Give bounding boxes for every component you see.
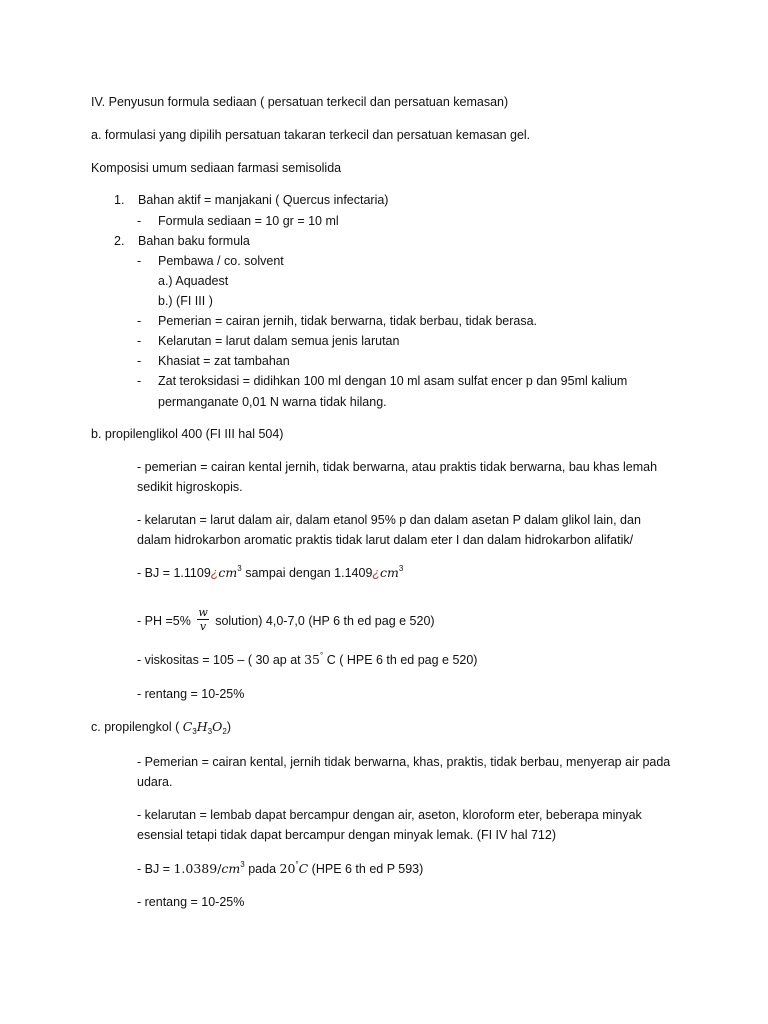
b-ph-fraction	[197, 606, 208, 633]
list-item-active-ingredient: Bahan aktif = manjakani ( Quercus infectaria)	[138, 193, 389, 207]
b-viscosity-prefix: - viskositas = 105 – ( 30 ap at	[137, 653, 305, 667]
b-density	[137, 565, 403, 581]
list-number-2: 2.	[114, 234, 125, 248]
b-viscosity-suffix: C ( HPE 6 th ed pag e 520)	[323, 653, 478, 667]
c-density-value: 1.0389/	[173, 861, 222, 876]
list-number-1: 1.	[114, 193, 125, 207]
list-dash: -	[137, 254, 142, 268]
b-ph-prefix: - PH =5%	[137, 613, 195, 628]
composition-heading: Komposisi umum sediaan farmasi semisolida	[91, 161, 342, 175]
list-subitem-oxidized-2: permanganate 0,01 N warna tidak hilang.	[158, 395, 387, 409]
c-formula-carbon-sub: 3	[192, 727, 197, 736]
b-ph-suffix: solution) 4,0-7,0 (HP 6 th ed pag e 520)	[211, 613, 435, 628]
c-density-temp: 20	[279, 861, 296, 876]
b-viscosity-temp: 35	[304, 652, 321, 667]
b-range: - rentang = 10-25%	[137, 687, 245, 701]
b-density-prefix: - BJ = 1.1109	[137, 566, 211, 580]
c-formula-hydrogen: H	[196, 719, 208, 734]
c-density-prefix: - BJ =	[137, 862, 174, 876]
c-solubility-2: esensial tetapi tidak dapat bercampur dengan minyak lemak. (FI IV hal 712)	[137, 828, 556, 842]
c-formula-oxygen-sub: 2	[222, 727, 227, 736]
list-subitem-efficacy: Khasiat = zat tambahan	[158, 354, 290, 368]
list-subitem-description: Pemerian = cairan jernih, tidak berwarna, tidak berbau, tidak berasa.	[158, 314, 538, 328]
list-subitem-fi3: b.) (FI III )	[158, 294, 213, 308]
c-density-mid: pada	[244, 862, 280, 876]
list-dash: -	[137, 314, 142, 328]
b-density-exponent: 3	[398, 564, 404, 573]
b-ph	[137, 608, 435, 635]
formulation-line: a. formulasi yang dipilih persatuan takaran terkecil dan persatuan kemasan gel.	[91, 128, 531, 142]
c-description-1: - Pemerian = cairan kental, jernih tidak berwarna, khas, praktis, tidak berbau, menyerap air pada	[137, 755, 671, 769]
b-description-2: sedikit higroskopis.	[137, 480, 243, 494]
c-formula-hydrogen-sub: 3	[207, 727, 213, 736]
list-dash: -	[137, 354, 142, 368]
b-ph-denominator: v	[199, 620, 207, 633]
section-c-title	[91, 719, 231, 735]
list-subitem-formula: Formula sediaan = 10 gr = 10 ml	[158, 214, 339, 228]
list-dash: -	[137, 374, 142, 388]
c-density-exponent: 3	[240, 860, 245, 869]
c-formula-oxygen: O	[212, 719, 223, 734]
c-title-prefix: c. propilengkol (	[91, 720, 183, 734]
b-density-exponent: 3	[237, 564, 242, 573]
section-b-title: b. propilenglikol 400 (FI III hal 504)	[91, 427, 284, 441]
list-subitem-oxidized-1: Zat teroksidasi = didihkan 100 ml dengan 10 ml asam sulfat encer p dan 95ml kalium	[158, 374, 628, 388]
b-description-1: - pemerian = cairan kental jernih, tidak berwarna, atau praktis tidak berwarna, bau khas lemah	[137, 460, 658, 474]
b-viscosity-degree: °	[320, 651, 324, 660]
c-density-suffix: (HPE 6 th ed P 593)	[308, 862, 424, 876]
c-range: - rentang = 10-25%	[137, 895, 245, 909]
list-dash: -	[137, 334, 142, 348]
list-subitem-aquadest: a.) Aquadest	[158, 274, 229, 288]
list-item-base-material: Bahan baku formula	[138, 234, 250, 248]
b-ph-numerator: w	[198, 606, 208, 619]
c-formula-carbon: C	[182, 719, 193, 734]
c-density-unit: cm	[221, 861, 241, 876]
b-density-mid: sampai dengan 1.1409	[241, 566, 373, 580]
b-density-unit: cm	[380, 565, 399, 580]
b-density-symbol: ¿	[372, 566, 381, 580]
c-density-degree: °	[295, 860, 299, 869]
list-subitem-vehicle: Pembawa / co. solvent	[158, 254, 284, 268]
c-title-suffix: )	[226, 720, 231, 734]
b-solubility-1: - kelarutan = larut dalam air, dalam etanol 95% p dan dalam asetan P dalam glikol lain, dan	[137, 513, 641, 527]
b-viscosity	[137, 652, 477, 668]
b-density-unit: cm	[218, 565, 238, 580]
list-subitem-solubility: Kelarutan = larut dalam semua jenis larutan	[158, 334, 400, 348]
c-density-celsius: C	[298, 861, 309, 876]
list-dash: -	[137, 214, 142, 228]
section-title: IV. Penyusun formula sediaan ( persatuan terkecil dan persatuan kemasan)	[91, 95, 509, 109]
b-solubility-2: dalam hidrokarbon aromatic praktis tidak larut dalam eter I dan dalam hidrokarbon alifatik/	[137, 533, 634, 547]
c-description-2: udara.	[137, 775, 173, 789]
c-density	[137, 861, 423, 877]
c-solubility-1: - kelarutan = lembab dapat bercampur dengan air, aseton, kloroform eter, beberapa minyak	[137, 808, 642, 822]
b-density-symbol: ¿	[210, 566, 219, 580]
